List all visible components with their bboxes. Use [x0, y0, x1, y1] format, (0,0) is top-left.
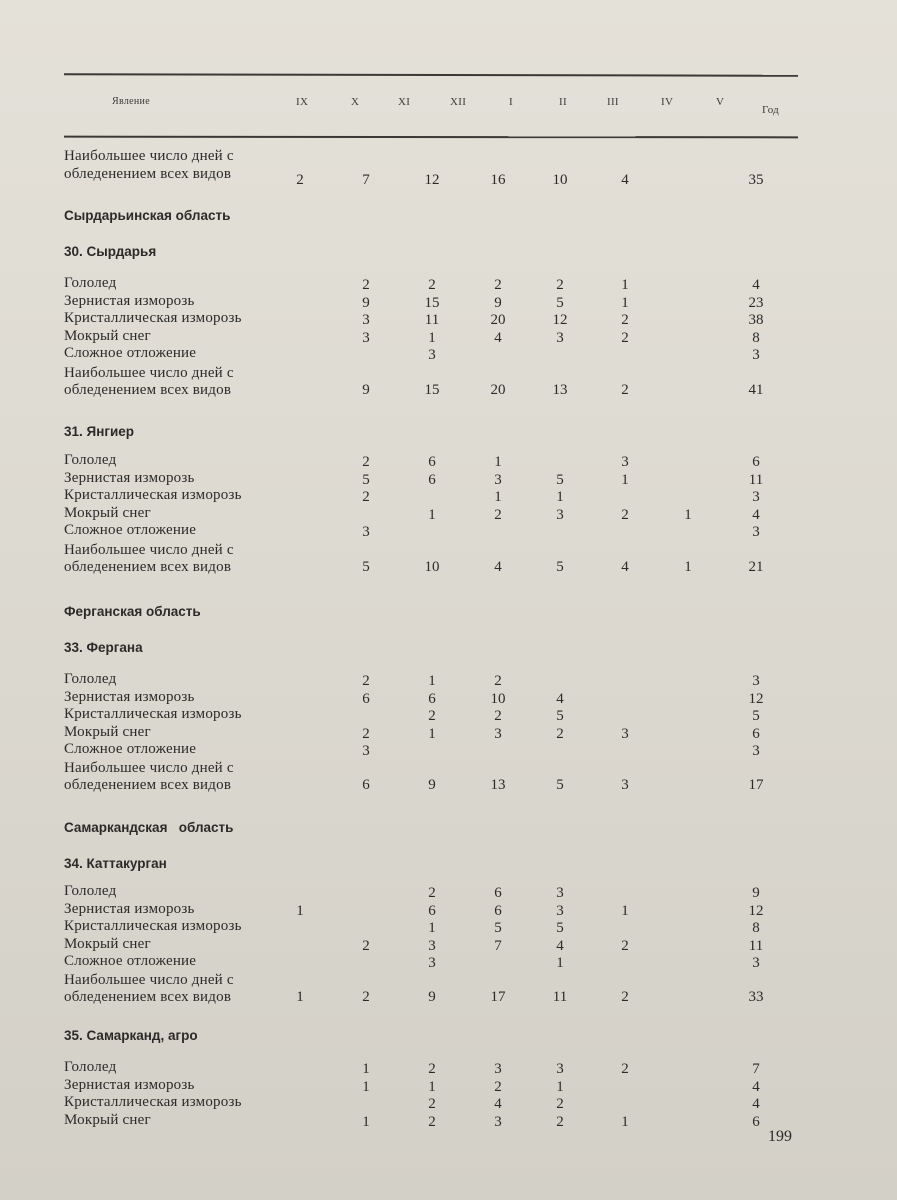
- row-label: Мокрый снег: [64, 1111, 151, 1128]
- table-cell: 4: [556, 690, 564, 707]
- table-cell: 1: [296, 989, 304, 1005]
- page-number: 199: [768, 1128, 792, 1145]
- row-label: Гололед: [64, 452, 117, 468]
- table-cell: 6: [428, 454, 436, 470]
- table-cell: 17: [748, 777, 764, 793]
- column-header: XII: [450, 96, 467, 108]
- table-cell: 3: [752, 347, 760, 364]
- table-cell: 6: [494, 885, 502, 901]
- table-cell: 11: [748, 937, 764, 954]
- table-cell: 4: [752, 1078, 760, 1095]
- column-header: IX: [296, 96, 309, 108]
- row-label: Сложное отложение: [64, 522, 197, 539]
- row-label: Гололед: [64, 883, 117, 899]
- table-cell: 11: [552, 989, 568, 1005]
- row-label: Зернистая изморозь: [64, 469, 195, 486]
- table-cell: 3: [752, 743, 760, 760]
- table-cell: 6: [362, 690, 370, 707]
- table-cell: 1: [362, 1061, 370, 1077]
- table-cell: 2: [621, 1061, 629, 1077]
- table-top-rule: [64, 73, 798, 77]
- column-header: X: [351, 96, 360, 108]
- table-cell: 1: [428, 673, 436, 689]
- table-cell: 2: [621, 382, 629, 398]
- table-cell: 9: [494, 294, 502, 311]
- column-header: V: [716, 96, 725, 108]
- table-cell: 1: [621, 277, 629, 293]
- table-cell: 1: [684, 559, 692, 575]
- table-cell: 21: [748, 559, 764, 575]
- table-cell: 5: [556, 708, 564, 725]
- row-label: Зернистая изморозь: [64, 1076, 195, 1093]
- row-label: Кристаллическая изморозь: [64, 706, 242, 723]
- row-label: Мокрый снег: [64, 327, 151, 344]
- table-cell: 2: [494, 277, 502, 293]
- station-heading: 31. Янгиер: [64, 424, 135, 439]
- table-cell: 20: [490, 382, 506, 398]
- table-cell: 2: [428, 1113, 436, 1130]
- table-cell: 1: [428, 920, 436, 937]
- table-cell: 12: [748, 902, 764, 919]
- table-cell: 2: [621, 937, 629, 954]
- row-label: Зернистая изморозь: [64, 292, 195, 309]
- table-cell: 2: [428, 277, 436, 293]
- table-cell: 9: [428, 777, 436, 793]
- station-heading: 30. Сырдарья: [64, 244, 157, 259]
- station-heading: 33. Фергана: [64, 640, 143, 655]
- table-cell: 6: [428, 902, 436, 919]
- table-cell: 11: [424, 312, 440, 329]
- table-cell: 2: [494, 708, 502, 725]
- station-heading: 34. Каттакурган: [64, 856, 167, 871]
- table-cell: 2: [428, 708, 436, 725]
- table-cell: 5: [556, 471, 564, 488]
- table-cell: 7: [362, 172, 370, 188]
- table-cell: 3: [428, 955, 436, 972]
- table-cell: 38: [748, 312, 764, 329]
- column-header: Год: [762, 104, 780, 116]
- row-label-line: обледенением всех видов: [64, 777, 232, 793]
- table-cell: 3: [362, 524, 370, 541]
- column-header: I: [509, 96, 513, 108]
- table-cell: 3: [362, 743, 370, 760]
- table-cell: 3: [362, 312, 370, 329]
- table-cell: 4: [494, 329, 502, 346]
- table-cell: 6: [428, 471, 436, 488]
- table-cell: 4: [494, 559, 502, 575]
- table-cell: 12: [552, 312, 568, 329]
- row-label: Гололед: [64, 1059, 117, 1075]
- table-cell: 1: [362, 1113, 370, 1130]
- row-label: Мокрый снег: [64, 504, 151, 521]
- region-heading: Самаркандская область: [64, 820, 234, 835]
- table-cell: 2: [362, 489, 370, 506]
- table-header-rule: [64, 136, 798, 139]
- table-cell: 3: [556, 506, 564, 523]
- table-cell: 7: [752, 1061, 760, 1077]
- table-cell: 2: [296, 172, 304, 188]
- table-cell: 2: [428, 1061, 436, 1077]
- column-header: IV: [661, 96, 674, 108]
- table-cell: 3: [428, 347, 436, 364]
- table-cell: 3: [556, 1061, 564, 1077]
- table-cell: 35: [748, 172, 764, 188]
- row-label: Гололед: [64, 275, 117, 291]
- table-cell: 16: [490, 172, 506, 188]
- table-cell: 23: [748, 294, 764, 311]
- table-cell: 11: [748, 471, 764, 488]
- column-header: II: [559, 96, 567, 108]
- table-cell: 3: [494, 471, 502, 488]
- table-cell: 4: [752, 277, 760, 293]
- table-cell: 4: [621, 172, 629, 188]
- table-cell: 17: [490, 989, 506, 1005]
- row-label-line: обледенением всех видов: [64, 989, 232, 1005]
- table-cell: 1: [428, 725, 436, 742]
- table-cell: 1: [621, 1113, 629, 1130]
- table-cell: 1: [556, 489, 564, 506]
- table-cell: 2: [494, 506, 502, 523]
- row-label: Зернистая изморозь: [64, 688, 195, 705]
- table-cell: 2: [556, 277, 564, 293]
- row-label-line: Наибольшее число дней с: [64, 365, 234, 381]
- column-header: XI: [398, 96, 411, 108]
- table-cell: 13: [552, 382, 568, 398]
- row-label-line: Наибольшее число дней с: [64, 972, 234, 988]
- row-label: Сложное отложение: [64, 953, 197, 970]
- table-cell: 2: [556, 1113, 564, 1130]
- table-cell: 7: [494, 937, 502, 954]
- table-cell: 1: [428, 1078, 436, 1095]
- table-cell: 3: [752, 673, 760, 689]
- region-heading: Сырдарьинская область: [64, 208, 231, 223]
- table-cell: 3: [556, 329, 564, 346]
- table-cell: 2: [362, 989, 370, 1005]
- table-cell: 2: [362, 454, 370, 470]
- table-cell: 2: [362, 937, 370, 954]
- table-cell: 1: [556, 1078, 564, 1095]
- table-cell: 1: [494, 489, 502, 506]
- table-cell: 20: [490, 312, 506, 329]
- table-cell: 3: [752, 524, 760, 541]
- table-cell: 5: [362, 471, 370, 488]
- table-cell: 1: [556, 955, 564, 972]
- table-cell: 5: [556, 920, 564, 937]
- table-cell: 10: [424, 559, 440, 575]
- table-cell: 2: [362, 725, 370, 742]
- table-cell: 2: [621, 312, 629, 329]
- row-label: Сложное отложение: [64, 345, 197, 362]
- table-cell: 5: [494, 920, 502, 937]
- column-header: Явление: [112, 96, 150, 107]
- table-cell: 3: [494, 1113, 502, 1130]
- table-cell: 5: [556, 294, 564, 311]
- table-cell: 1: [296, 902, 304, 919]
- table-cell: 1: [494, 454, 502, 470]
- table-cell: 1: [621, 902, 629, 919]
- table-cell: 2: [494, 673, 502, 689]
- row-label-line: обледенением всех видов: [64, 382, 232, 398]
- row-label-line: Наибольшее число дней с: [64, 148, 234, 164]
- table-cell: 10: [552, 172, 568, 188]
- table-cell: 1: [684, 506, 692, 523]
- row-label: Кристаллическая изморозь: [64, 310, 242, 327]
- table-cell: 6: [752, 725, 760, 742]
- table-cell: 5: [556, 559, 564, 575]
- row-label: Мокрый снег: [64, 935, 151, 952]
- table-cell: 4: [752, 506, 760, 523]
- table-cell: 3: [556, 902, 564, 919]
- table-cell: 15: [424, 294, 440, 311]
- region-heading: Ферганская область: [64, 604, 201, 619]
- table-cell: 1: [621, 471, 629, 488]
- table-cell: 9: [428, 989, 436, 1005]
- table-cell: 2: [362, 277, 370, 293]
- row-label-line: Наибольшее число дней с: [64, 542, 234, 558]
- row-label: Сложное отложение: [64, 741, 197, 758]
- table-cell: 9: [362, 382, 370, 398]
- table-cell: 33: [748, 989, 764, 1005]
- table-cell: 1: [428, 506, 436, 523]
- table-cell: 8: [752, 329, 760, 346]
- table-cell: 2: [621, 329, 629, 346]
- table-cell: 3: [494, 1061, 502, 1077]
- table-cell: 5: [752, 708, 760, 725]
- table-cell: 4: [556, 937, 564, 954]
- table-cell: 2: [428, 1096, 436, 1113]
- table-cell: 3: [621, 777, 629, 793]
- table-cell: 41: [748, 382, 764, 398]
- table-cell: 2: [621, 989, 629, 1005]
- column-header: III: [607, 96, 619, 108]
- table-cell: 4: [621, 559, 629, 575]
- row-label-line: Наибольшее число дней с: [64, 760, 234, 776]
- row-label-line: обледенением всех видов: [64, 559, 232, 575]
- row-label: Зернистая изморозь: [64, 900, 195, 917]
- table-cell: 8: [752, 920, 760, 937]
- table-cell: 3: [752, 489, 760, 506]
- table-cell: 9: [362, 294, 370, 311]
- table-cell: 1: [621, 294, 629, 311]
- table-cell: 6: [428, 690, 436, 707]
- table-cell: 6: [752, 1113, 760, 1130]
- table-cell: 5: [556, 777, 564, 793]
- table-cell: 12: [424, 172, 440, 188]
- table-cell: 3: [494, 725, 502, 742]
- table-cell: 3: [752, 955, 760, 972]
- table-cell: 6: [494, 902, 502, 919]
- table-cell: 2: [362, 673, 370, 689]
- table-cell: 4: [494, 1096, 502, 1113]
- row-label-line: обледенением всех видов: [64, 166, 232, 182]
- row-label: Мокрый снег: [64, 723, 151, 740]
- table-cell: 3: [428, 937, 436, 954]
- row-label: Гололед: [64, 671, 117, 687]
- table-cell: 3: [362, 329, 370, 346]
- table-cell: 2: [428, 885, 436, 901]
- table-cell: 3: [621, 454, 629, 470]
- row-label: Кристаллическая изморозь: [64, 487, 242, 504]
- table-cell: 3: [556, 885, 564, 901]
- table-cell: 6: [362, 777, 370, 793]
- table-cell: 4: [752, 1096, 760, 1113]
- station-heading: 35. Самарканд, агро: [64, 1028, 198, 1043]
- table-cell: 2: [621, 506, 629, 523]
- row-label: Кристаллическая изморозь: [64, 1094, 242, 1111]
- table-cell: 13: [490, 777, 506, 793]
- table-cell: 2: [556, 1096, 564, 1113]
- table-cell: 3: [621, 725, 629, 742]
- table-cell: 5: [362, 559, 370, 575]
- table-cell: 15: [424, 382, 440, 398]
- table-cell: 10: [490, 690, 506, 707]
- row-label: Кристаллическая изморозь: [64, 918, 242, 935]
- table-cell: 9: [752, 885, 760, 901]
- table-cell: 1: [362, 1078, 370, 1095]
- table-cell: 12: [748, 690, 764, 707]
- table-cell: 1: [428, 329, 436, 346]
- table-cell: 2: [494, 1078, 502, 1095]
- table-cell: 6: [752, 454, 760, 470]
- table-cell: 2: [556, 725, 564, 742]
